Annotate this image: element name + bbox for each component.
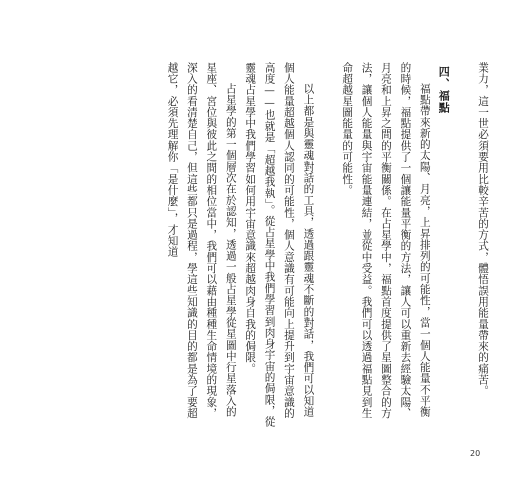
paragraph-astrology-levels: 占星學的第一個層次在於認知，透過一般占星學從星圖中行星落入的星座、宮位與彼此之間的相位當中，我們可以藉由種種生命情境的現象，深入的看清楚自己，但這些都只是過程，學這些知識的目的都是為了要超越它，必須先理解你「是什麼」，才知道 [166, 62, 237, 419]
paragraph-fortune-point: 福點帶來新的太陽、月亮，上昇排列的可能性，當一個人能量不平衡的時候，福點提供了一個讓能量平衡的方法，讓人可以重新去經驗太陽、月亮和上昇之間的平衡關係。在占星學中，福點首度提供了星圖整合的方法，讓個人能量與宇宙能量連結，並從中受益。我們可以透過福點見到生命超越星圖能量的可能性。 [341, 62, 431, 419]
paragraph-continuation: 業力，這一世必須要用比較辛苦的方式，體悟誤用能量帶來的痛苦。 [477, 62, 489, 397]
vertical-text-body [22, 62, 492, 428]
section-heading: 四、福點 [437, 66, 451, 114]
paragraph-soul-dialogue: 以上都是與靈魂對話的工具，透過跟靈魂不斷的對話，我們可以知道個人能量超越個人認同的可能性，個人意識有可能向上提升到宇宙意識的高度——也就是「超越我執」。從占星學中我們學習到肉身宇宙的侷限，從靈魂占星學中我們學習如何用宇宙意識來超越肉身自我的侷限。 [244, 62, 315, 428]
page-number: 20 [470, 449, 481, 458]
